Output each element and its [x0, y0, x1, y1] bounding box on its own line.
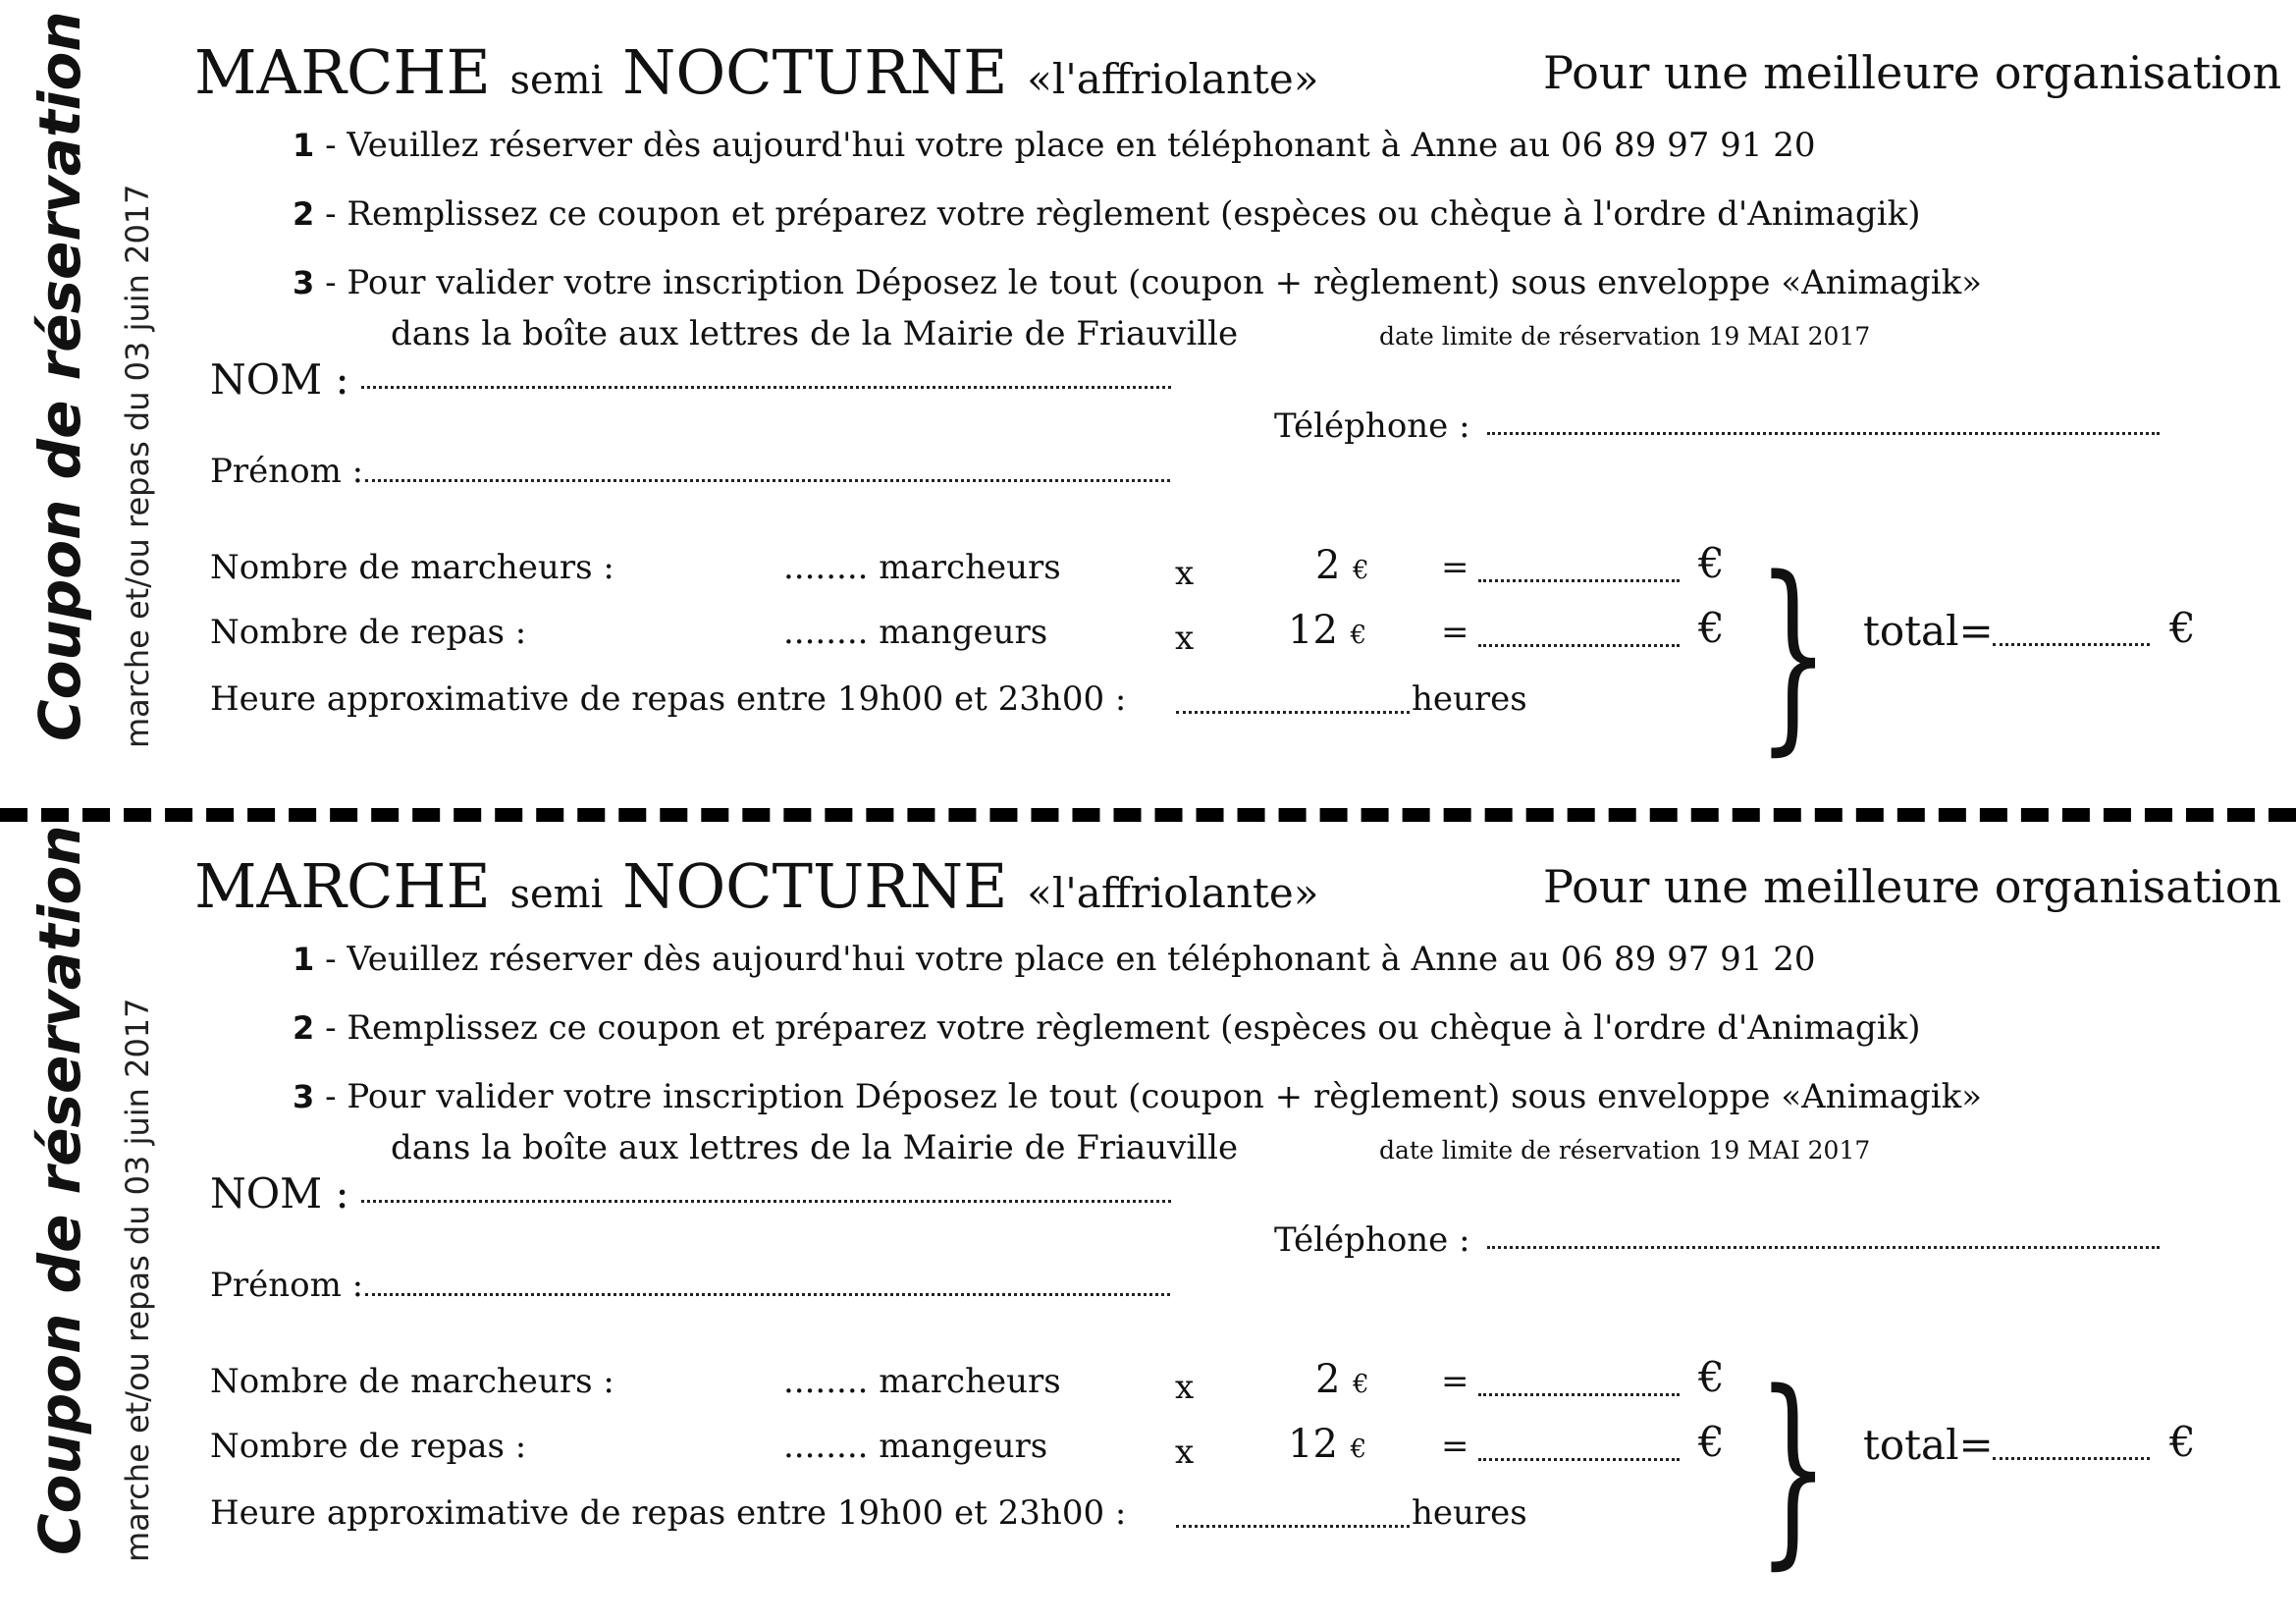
prenom-field[interactable] — [365, 1293, 1170, 1296]
price-value: 2 — [1315, 1357, 1341, 1402]
times-sign: x — [1175, 1433, 1195, 1472]
repas-unit: mangeurs — [879, 613, 1048, 652]
repas-label: Nombre de repas : — [210, 1427, 527, 1466]
step-number: 1 — [293, 127, 315, 164]
repas-count-field[interactable] — [783, 611, 1047, 654]
right-brace-icon: } — [1757, 1347, 1830, 1588]
title-semi: semi — [509, 58, 604, 103]
total-label: total= — [1863, 607, 1994, 655]
right-brace-icon: } — [1757, 533, 1830, 774]
price-value: 2 — [1315, 543, 1341, 588]
step-number: 1 — [293, 941, 315, 978]
repas-dots: ........ — [783, 1427, 869, 1466]
euro-sign: € — [1698, 1353, 1725, 1401]
marcheurs-subtotal-field[interactable] — [1478, 579, 1680, 582]
title-nocturne: NOCTURNE — [622, 36, 1008, 108]
marcheurs-count-field[interactable] — [783, 546, 1061, 589]
step-number: 3 — [293, 264, 315, 301]
step-2 — [293, 1006, 1921, 1050]
price-repas — [1288, 1421, 1366, 1473]
prenom-field[interactable] — [365, 479, 1170, 482]
price-value: 12 — [1288, 1422, 1338, 1467]
step-number: 2 — [293, 195, 315, 233]
step-text: - Veuillez réserver dès aujourd'hui votre place en téléphonant à Anne au 06 89 97 91 20 — [314, 940, 1816, 979]
step-text: - Pour valider votre inscription Déposez le tout (coupon + règlement) sous enveloppe «Animagik» — [314, 263, 1983, 302]
title-marche: MARCHE — [194, 36, 491, 108]
telephone-label: Téléphone : — [1274, 406, 1470, 446]
repas-subtotal-field[interactable] — [1478, 1458, 1680, 1461]
heure-unit: heures — [1412, 679, 1527, 719]
equals-sign: = — [1441, 1362, 1469, 1401]
repas-label: Nombre de repas : — [210, 613, 527, 652]
step-3 — [293, 1075, 1982, 1118]
telephone-field[interactable] — [1487, 432, 2160, 435]
event-title — [194, 849, 1318, 932]
title-quote: «l'affriolante» — [1027, 869, 1319, 917]
heure-label: Heure approximative de repas entre 19h00 et 23h00 : — [210, 679, 1127, 719]
repas-dots: ........ — [783, 613, 869, 652]
total-label: total= — [1863, 1421, 1994, 1469]
title-quote: «l'affriolante» — [1027, 55, 1319, 103]
telephone-label: Téléphone : — [1274, 1220, 1470, 1260]
equals-sign: = — [1441, 613, 1469, 652]
marcheurs-unit: marcheurs — [879, 548, 1061, 587]
euro-sign: € — [2169, 1418, 2196, 1466]
event-title — [194, 35, 1318, 118]
price-value: 12 — [1288, 608, 1338, 653]
nom-label: NOM : — [210, 355, 349, 404]
step-text: - Veuillez réserver dès aujourd'hui votre place en téléphonant à Anne au 06 89 97 91 20 — [314, 126, 1816, 165]
marcheurs-dots: ........ — [783, 1362, 869, 1401]
marcheurs-subtotal-field[interactable] — [1478, 1393, 1680, 1396]
price-marche — [1315, 1356, 1369, 1408]
times-sign: x — [1175, 619, 1195, 658]
nom-label: NOM : — [210, 1169, 349, 1218]
total-field[interactable] — [1993, 643, 2150, 646]
step-1 — [293, 124, 1816, 167]
total-field[interactable] — [1993, 1457, 2150, 1460]
nom-field[interactable] — [361, 1200, 1171, 1203]
title-marche: MARCHE — [194, 850, 491, 922]
marcheurs-count-field[interactable] — [783, 1360, 1061, 1403]
euro-sign: € — [1353, 556, 1369, 585]
price-marche — [1315, 542, 1369, 594]
deadline-text: date limite de réservation 19 MAI 2017 — [1379, 322, 1871, 351]
telephone-field[interactable] — [1487, 1246, 2160, 1249]
step-number: 3 — [293, 1078, 315, 1115]
repas-unit: mangeurs — [879, 1427, 1048, 1466]
step-1 — [293, 938, 1816, 981]
step-text: - Remplissez ce coupon et préparez votre règlement (espèces ou chèque à l'ordre d'Animagik) — [314, 194, 1921, 234]
step-3-continuation: dans la boîte aux lettres de la Mairie de Friauville — [391, 314, 1239, 353]
title-semi: semi — [509, 872, 604, 917]
repas-count-field[interactable] — [783, 1425, 1047, 1468]
marcheurs-label: Nombre de marcheurs : — [210, 548, 614, 587]
euro-sign: € — [1353, 1370, 1369, 1399]
marcheurs-label: Nombre de marcheurs : — [210, 1362, 614, 1401]
euro-sign: € — [1350, 621, 1367, 650]
marcheurs-dots: ........ — [783, 548, 869, 587]
nom-field[interactable] — [361, 386, 1171, 389]
euro-sign: € — [1698, 1418, 1725, 1466]
times-sign: x — [1175, 1368, 1195, 1407]
deadline-text: date limite de réservation 19 MAI 2017 — [1379, 1136, 1871, 1164]
reservation-coupon — [0, 814, 2296, 1599]
step-number: 2 — [293, 1009, 315, 1047]
prenom-label: Prénom : — [210, 452, 364, 491]
step-2 — [293, 192, 1921, 236]
euro-sign: € — [2169, 604, 2196, 652]
coupon-side-title: Coupon de réservation — [27, 825, 93, 1555]
step-3-continuation: dans la boîte aux lettres de la Mairie de Friauville — [391, 1128, 1239, 1167]
organisation-title: Pour une meilleure organisation — [1543, 860, 2282, 913]
euro-sign: € — [1350, 1435, 1367, 1464]
repas-subtotal-field[interactable] — [1478, 644, 1680, 647]
step-text: - Pour valider votre inscription Déposez le tout (coupon + règlement) sous enveloppe «Animagik» — [314, 1077, 1983, 1116]
organisation-title: Pour une meilleure organisation — [1543, 46, 2282, 99]
heure-label: Heure approximative de repas entre 19h00 et 23h00 : — [210, 1493, 1127, 1533]
equals-sign: = — [1441, 548, 1469, 587]
reservation-coupon — [0, 0, 2296, 785]
heure-field[interactable] — [1176, 1525, 1410, 1528]
coupon-side-subtitle: marche et/ou repas du 03 juin 2017 — [119, 184, 156, 748]
times-sign: x — [1175, 554, 1195, 593]
price-repas — [1288, 607, 1366, 659]
title-nocturne: NOCTURNE — [622, 850, 1008, 922]
coupon-side-subtitle: marche et/ou repas du 03 juin 2017 — [119, 998, 156, 1562]
marcheurs-unit: marcheurs — [879, 1362, 1061, 1401]
equals-sign: = — [1441, 1427, 1469, 1466]
euro-sign: € — [1698, 604, 1725, 652]
heure-unit: heures — [1412, 1493, 1527, 1533]
coupon-side-title: Coupon de réservation — [27, 11, 93, 741]
prenom-label: Prénom : — [210, 1266, 364, 1305]
step-3 — [293, 261, 1982, 304]
euro-sign: € — [1698, 539, 1725, 587]
step-text: - Remplissez ce coupon et préparez votre règlement (espèces ou chèque à l'ordre d'Animagik) — [314, 1008, 1921, 1048]
heure-field[interactable] — [1176, 711, 1410, 714]
